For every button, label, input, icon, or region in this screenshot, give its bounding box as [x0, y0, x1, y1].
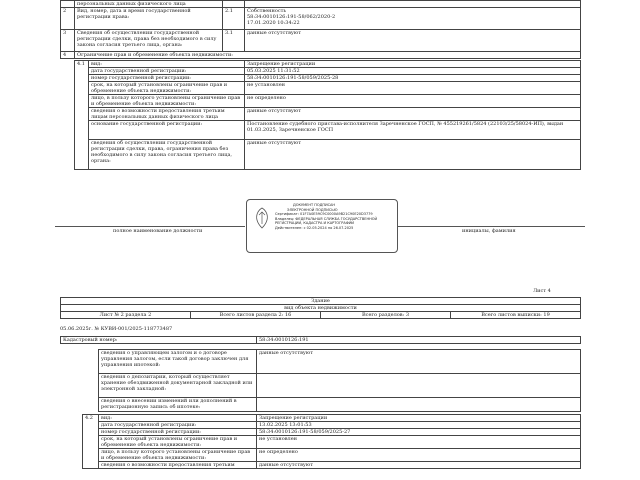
cell-value: данные отсутствуют	[245, 108, 581, 121]
row-number: 3	[61, 30, 75, 52]
cadastral-table	[60, 336, 581, 344]
cell-label: сведения об осуществлении государственной регистрации сделки, права, ограничения права без необходимого в силу закона согласия третьего лица, органа:	[89, 140, 245, 170]
cell-value: данные отсутствуют	[257, 350, 581, 374]
sub-number: 4.1	[75, 61, 89, 170]
cell-value: не определено	[245, 95, 581, 108]
signature-line-right	[398, 226, 585, 227]
sheets-total: Всего листов выписки: 19	[451, 312, 581, 319]
cell-value: 58:34:0010126:191-58/059/2025-27	[257, 429, 581, 436]
cell-label: дата государственной регистрации:	[99, 422, 257, 429]
cell-label: сведения о управляющем залогом и о договоре управления залогом, если такой договор заключен для управления ипотекой:	[99, 350, 257, 374]
sub-number: 4.2	[83, 415, 99, 469]
cell-label: персональных данных физического лица	[75, 1, 223, 8]
page2-header-table	[60, 297, 581, 319]
signature-line-left	[55, 226, 245, 227]
cell-label: номер государственной регистрации:	[89, 75, 245, 82]
cell-value: данные отсутствуют	[245, 140, 581, 170]
cell-label: Сведения об осуществлении государственной регистрации сделки, права без необходимого в силу закона согласия третьего лица, органа:	[75, 30, 223, 52]
cell-label: сведения о возможности предоставления третьим лицам персональных данных физического лица	[89, 108, 245, 121]
cell-value: Запрещение регистрации	[245, 61, 581, 68]
cell-label: вид:	[99, 415, 257, 422]
cad-value: 58:34:0010126:191	[257, 337, 581, 344]
row-number: 4	[61, 52, 75, 59]
cell-label: сведения о внесении изменений или дополнений в регистрационную запись об ипотеке:	[99, 398, 257, 412]
sub-number: 2.1	[223, 8, 245, 30]
cell-label: срок, на который установлены ограничение прав и обременение объекта недвижимости:	[99, 436, 257, 449]
cell-value: не установлен	[245, 82, 581, 95]
sections-total: Всего разделов: 3	[321, 312, 451, 319]
cell-value: 58:34:0010126:191-58/059/2025-28	[245, 75, 581, 82]
cell-value: Собственность 58:34:0010126:191-58/062/2020-2 17.01.2020 10:34:22	[245, 8, 581, 30]
sub-number: 3.1	[223, 30, 245, 52]
position-caption: полное наименование должности	[113, 228, 203, 234]
cell-label: срок, на который установлены ограничение прав и обременение объекта недвижимости:	[89, 82, 245, 95]
cell-value: данные отсутствуют	[257, 462, 581, 469]
registration-table-top	[60, 0, 581, 59]
cell-value: 13.02.2025 13:01:53	[257, 422, 581, 429]
cell-label: дата государственной регистрации:	[89, 68, 245, 75]
name-caption: инициалы, фамилия	[462, 228, 516, 234]
cell-value	[257, 374, 581, 398]
stamp-text: ДОКУМЕНТ ПОДПИСАН ЭЛЕКТРОННОЙ ПОДПИСЬЮ Сертификат: 01F7A0E59C9C0000A9B21C90E20D3779 Владелец: ФЕДЕРАЛЬНАЯ СЛУЖБА ГОСУДАРСТВЕННОЙ РЕГИСТРАЦИИ, КАДАСТРА И КАРТОГРАФИИ Действителен: с 02.05.2024 по 26.07.2025	[275, 203, 378, 230]
encumbrance-table-4-1	[74, 60, 581, 170]
cell-label: лицо, в пользу которого установлены ограничение прав и обременение объекта недвижимости:	[89, 95, 245, 108]
cell-label: сведения о возможности предоставления третьим	[99, 462, 257, 469]
cell-label: Вид, номер, дата и время государственной регистрации права:	[75, 8, 223, 30]
object-subtitle: вид объекта недвижимости	[61, 305, 581, 312]
cad-label: Кадастровый номер:	[61, 337, 257, 344]
mortgage-table	[98, 349, 581, 412]
sheet-number: Лист 4	[533, 288, 551, 294]
emblem-icon	[253, 206, 271, 230]
row-number: 2	[61, 8, 75, 30]
encumbrance-table-4-2	[82, 414, 581, 469]
cell-value: данные отсутствуют	[245, 30, 581, 52]
object-title: Здание	[61, 298, 581, 305]
cell-label: основание государственной регистрации:	[89, 121, 245, 140]
cell-label: сведения о депозитарии, который осуществляет хранение обездвиженной документарной закладной или электронной закладной:	[99, 374, 257, 398]
cell-label: вид:	[89, 61, 245, 68]
cell-label: номер государственной регистрации:	[99, 429, 257, 436]
section-sheet: Лист № 2 раздела 2	[61, 312, 191, 319]
cell-value: не установлен	[257, 436, 581, 449]
extract-number: 05.06.2025г. № КУВИ-001/2025-118773487	[60, 326, 173, 332]
cell-value: Постановление судебного пристава-исполнителя Заречненское ГОСП, № 455219261/5824 (22103/25/58024-ИП), выдан 01.03.2025, Заречненское ГОСП	[245, 121, 581, 140]
cell-value: 05.03.2025 11:31:52	[245, 68, 581, 75]
cell-value	[257, 398, 581, 412]
cell-value: не определено	[257, 449, 581, 462]
cell-label: Ограничение прав и обременение объекта недвижимости:	[75, 52, 581, 59]
cell-value: Запрещение регистрации	[257, 415, 581, 422]
section-total: Всего листов раздела 2: 16	[191, 312, 321, 319]
e-signature-stamp	[246, 199, 398, 253]
cell-label: лицо, в пользу которого установлены ограничение прав и обременение объекта недвижимости:	[99, 449, 257, 462]
